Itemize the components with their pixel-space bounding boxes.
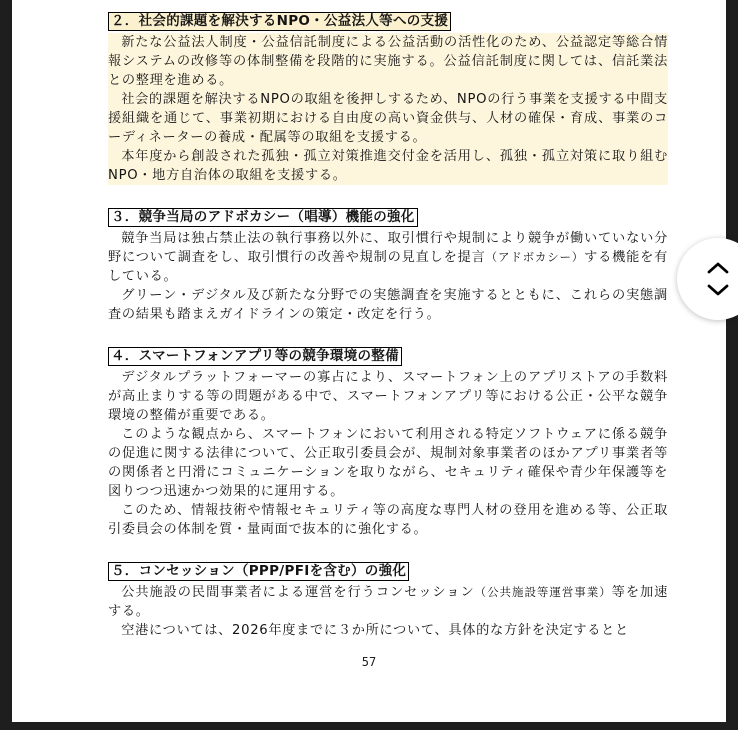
page-number: 57 bbox=[361, 655, 377, 669]
document-page bbox=[12, 0, 726, 722]
section-advocacy bbox=[108, 206, 668, 324]
paragraph: このため、情報技術や情報セキュリティ等の高度な専門人材の登用を進める等、公正取引委員会の体制を質・量両面で抜本的に強化する。 bbox=[108, 503, 668, 537]
paragraph-text: する機能を有している。 bbox=[108, 250, 668, 284]
paragraph-note: （公共施設等運営事業） bbox=[474, 585, 612, 599]
paragraph-text: 等を加速する。 bbox=[108, 585, 669, 619]
paragraph: 本年度から創設された孤独・孤立対策推進交付金を活用し、孤独・孤立対策に取り組むNPO・地方自治体の取組を支援する。 bbox=[108, 149, 668, 183]
paragraph-text: 競争当局は独占禁止法の執行事務以外に、取引慣行や規制により競争が働いていない分野について調査をし、取引慣行の改善や規制の見直しを提言 bbox=[108, 231, 668, 265]
section-smartphone-apps bbox=[108, 345, 668, 539]
section-concession bbox=[108, 560, 668, 640]
document-body bbox=[108, 10, 668, 661]
paragraph-text: 公共施設の民間事業者による運営を行うコンセッション bbox=[121, 585, 475, 600]
section-npo-support bbox=[108, 10, 668, 185]
chevron-up-down-icon bbox=[707, 260, 729, 298]
paragraph: 社会的課題を解決するNPOの取組を後押しするため、NPOの行う事業を支援する中間支援組織を通じて、事業初期における自由度の高い資金供与、人材の確保・育成、事業のコーディネーターの養成・配属等の取組を支援する。 bbox=[108, 92, 668, 145]
paragraph: グリーン・デジタル及び新たな分野での実態調査を実施するとともに、これらの実態調査の結果も踏まえガイドラインの策定・改定を行う。 bbox=[108, 288, 668, 322]
paragraph bbox=[108, 583, 668, 621]
paragraph bbox=[108, 229, 668, 286]
section-title: ２．社会的課題を解決するNPO・公益法人等への支援 bbox=[108, 12, 451, 31]
paragraph-note: （アドボカシー） bbox=[485, 250, 585, 264]
paragraph: 新たな公益法人制度・公益信託制度による公益活動の活性化のため、公益認定等総合情報システムの改修等の体制整備を段階的に実施する。公益信託制度に関しては、信託業法との整理を進める。 bbox=[108, 35, 668, 88]
section-title: ５．コンセッション（PPP/PFIを含む）の強化 bbox=[108, 562, 409, 581]
paragraph: このような観点から、スマートフォンにおいて利用される特定ソフトウェアに係る競争の促進に関する法律について、公正取引委員会が、規制対象事業者のほかアプリ事業者等の関係者と円滑にコミュニケーションを取りながら、セキュリティ確保や青少年保護等を図りつつ迅速かつ効果的に運用する。 bbox=[108, 427, 668, 499]
paragraph: 空港については、2026年度までに３か所について、具体的な方針を決定するとと bbox=[121, 623, 629, 638]
section-title: ４．スマートフォンアプリ等の競争環境の整備 bbox=[108, 347, 402, 366]
section-title: ３．競争当局のアドボカシー（唱導）機能の強化 bbox=[108, 208, 418, 227]
paragraph: デジタルプラットフォーマーの寡占により、スマートフォン上のアプリストアの手数料が高止まりする等の問題がある中で、スマートフォンアプリ等における公正・公平な競争環境の整備が重要である。 bbox=[108, 370, 668, 423]
